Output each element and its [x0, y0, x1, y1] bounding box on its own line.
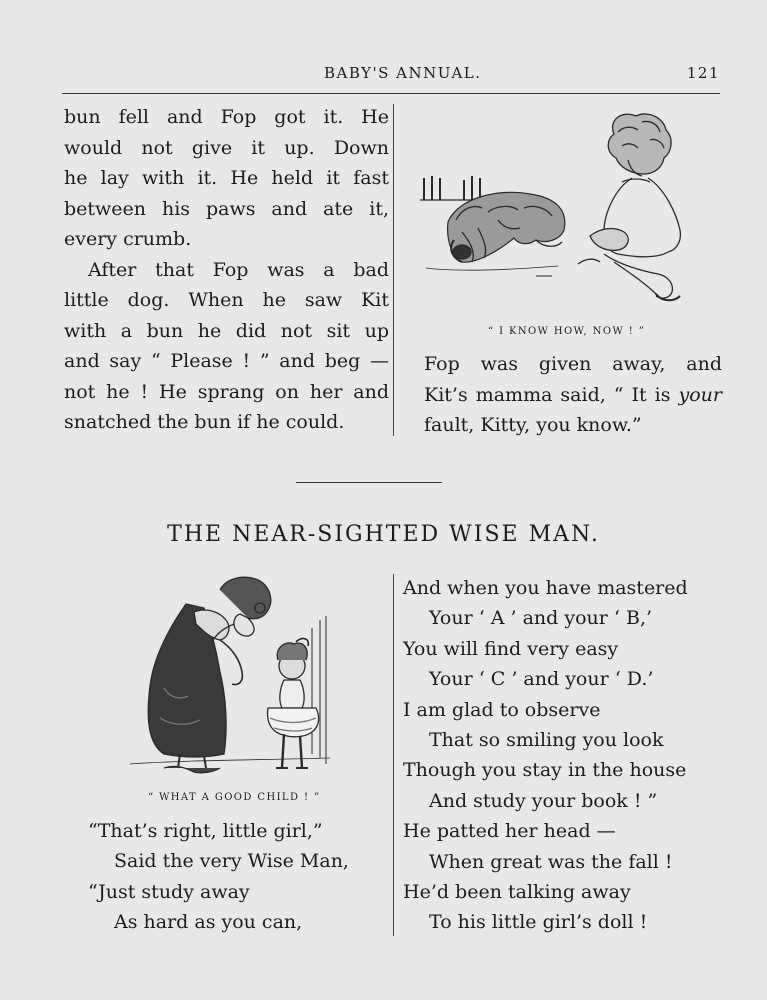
- poem-column-left: [88, 816, 349, 938]
- poem-line: He’d been talking away: [403, 880, 631, 903]
- story-line: would not give it up. Down: [64, 136, 389, 159]
- poem-title: THE NEAR-SIGHTED WISE MAN.: [167, 522, 600, 547]
- poem-line: And when you have mastered: [403, 577, 688, 599]
- story-line: not he ! He sprang on her and: [64, 380, 389, 403]
- column-divider-bottom: [393, 574, 394, 936]
- story-column-right: [424, 349, 722, 441]
- poem-line: As hard as you can,: [114, 911, 303, 934]
- story-line: Fop was given away, and: [424, 353, 722, 375]
- story-line: little dog. When he saw Kit: [64, 289, 389, 311]
- story-line: and say “ Please ! ” and beg —: [64, 350, 389, 372]
- story-line: with a bun he did not sit up: [64, 319, 389, 342]
- column-divider-top: [393, 104, 394, 436]
- poem-line: And study your book ! ”: [429, 789, 658, 812]
- story-line: he lay with it. He held it fast: [64, 167, 389, 189]
- poem-line: Though you stay in the house: [403, 759, 687, 782]
- header-rule: [62, 93, 720, 94]
- poem-line: You will find very easy: [403, 637, 619, 660]
- page-number: 121: [686, 64, 720, 82]
- poem-line: To his little girl’s doll !: [429, 911, 648, 934]
- story-line: every crumb.: [64, 228, 192, 250]
- story-line: After that Fop was a bad: [88, 258, 389, 281]
- story-line: between his paws and ate it,: [64, 197, 389, 220]
- section-divider: [296, 482, 442, 483]
- poem-line: He patted her head —: [403, 820, 616, 843]
- emphasis-word: your: [678, 383, 722, 406]
- poem-line: “Just study away: [88, 880, 250, 903]
- story-line: Kit’s mamma said, “ It is your: [424, 383, 722, 406]
- illustration-wise-man-and-doll: [124, 568, 334, 786]
- story-line: fault, Kitty, you know.”: [424, 414, 642, 436]
- poem-line: “That’s right, little girl,”: [88, 820, 323, 842]
- poem-line: When great was the fall !: [429, 850, 673, 873]
- poem-line: I am glad to observe: [403, 698, 601, 721]
- illustration-caption: “ I KNOW HOW, NOW ! ”: [488, 326, 646, 337]
- story-line: snatched the bun if he could.: [64, 411, 345, 433]
- story-line: bun fell and Fop got it. He: [64, 106, 389, 128]
- illustration-caption: “ WHAT A GOOD CHILD ! ”: [148, 792, 321, 803]
- poem-line: Said the very Wise Man,: [114, 850, 349, 873]
- poem-line: Your ‘ A ’ and your ‘ B,’: [429, 607, 653, 630]
- running-title: BABY'S ANNUAL.: [324, 64, 482, 82]
- running-head: [62, 64, 720, 86]
- poem-column-right: [403, 573, 688, 938]
- illustration-dog-and-girl: [418, 112, 688, 318]
- story-column-left: [64, 102, 389, 438]
- poem-line: That so smiling you look: [429, 728, 664, 751]
- poem-line: Your ‘ C ’ and your ‘ D.’: [429, 668, 654, 691]
